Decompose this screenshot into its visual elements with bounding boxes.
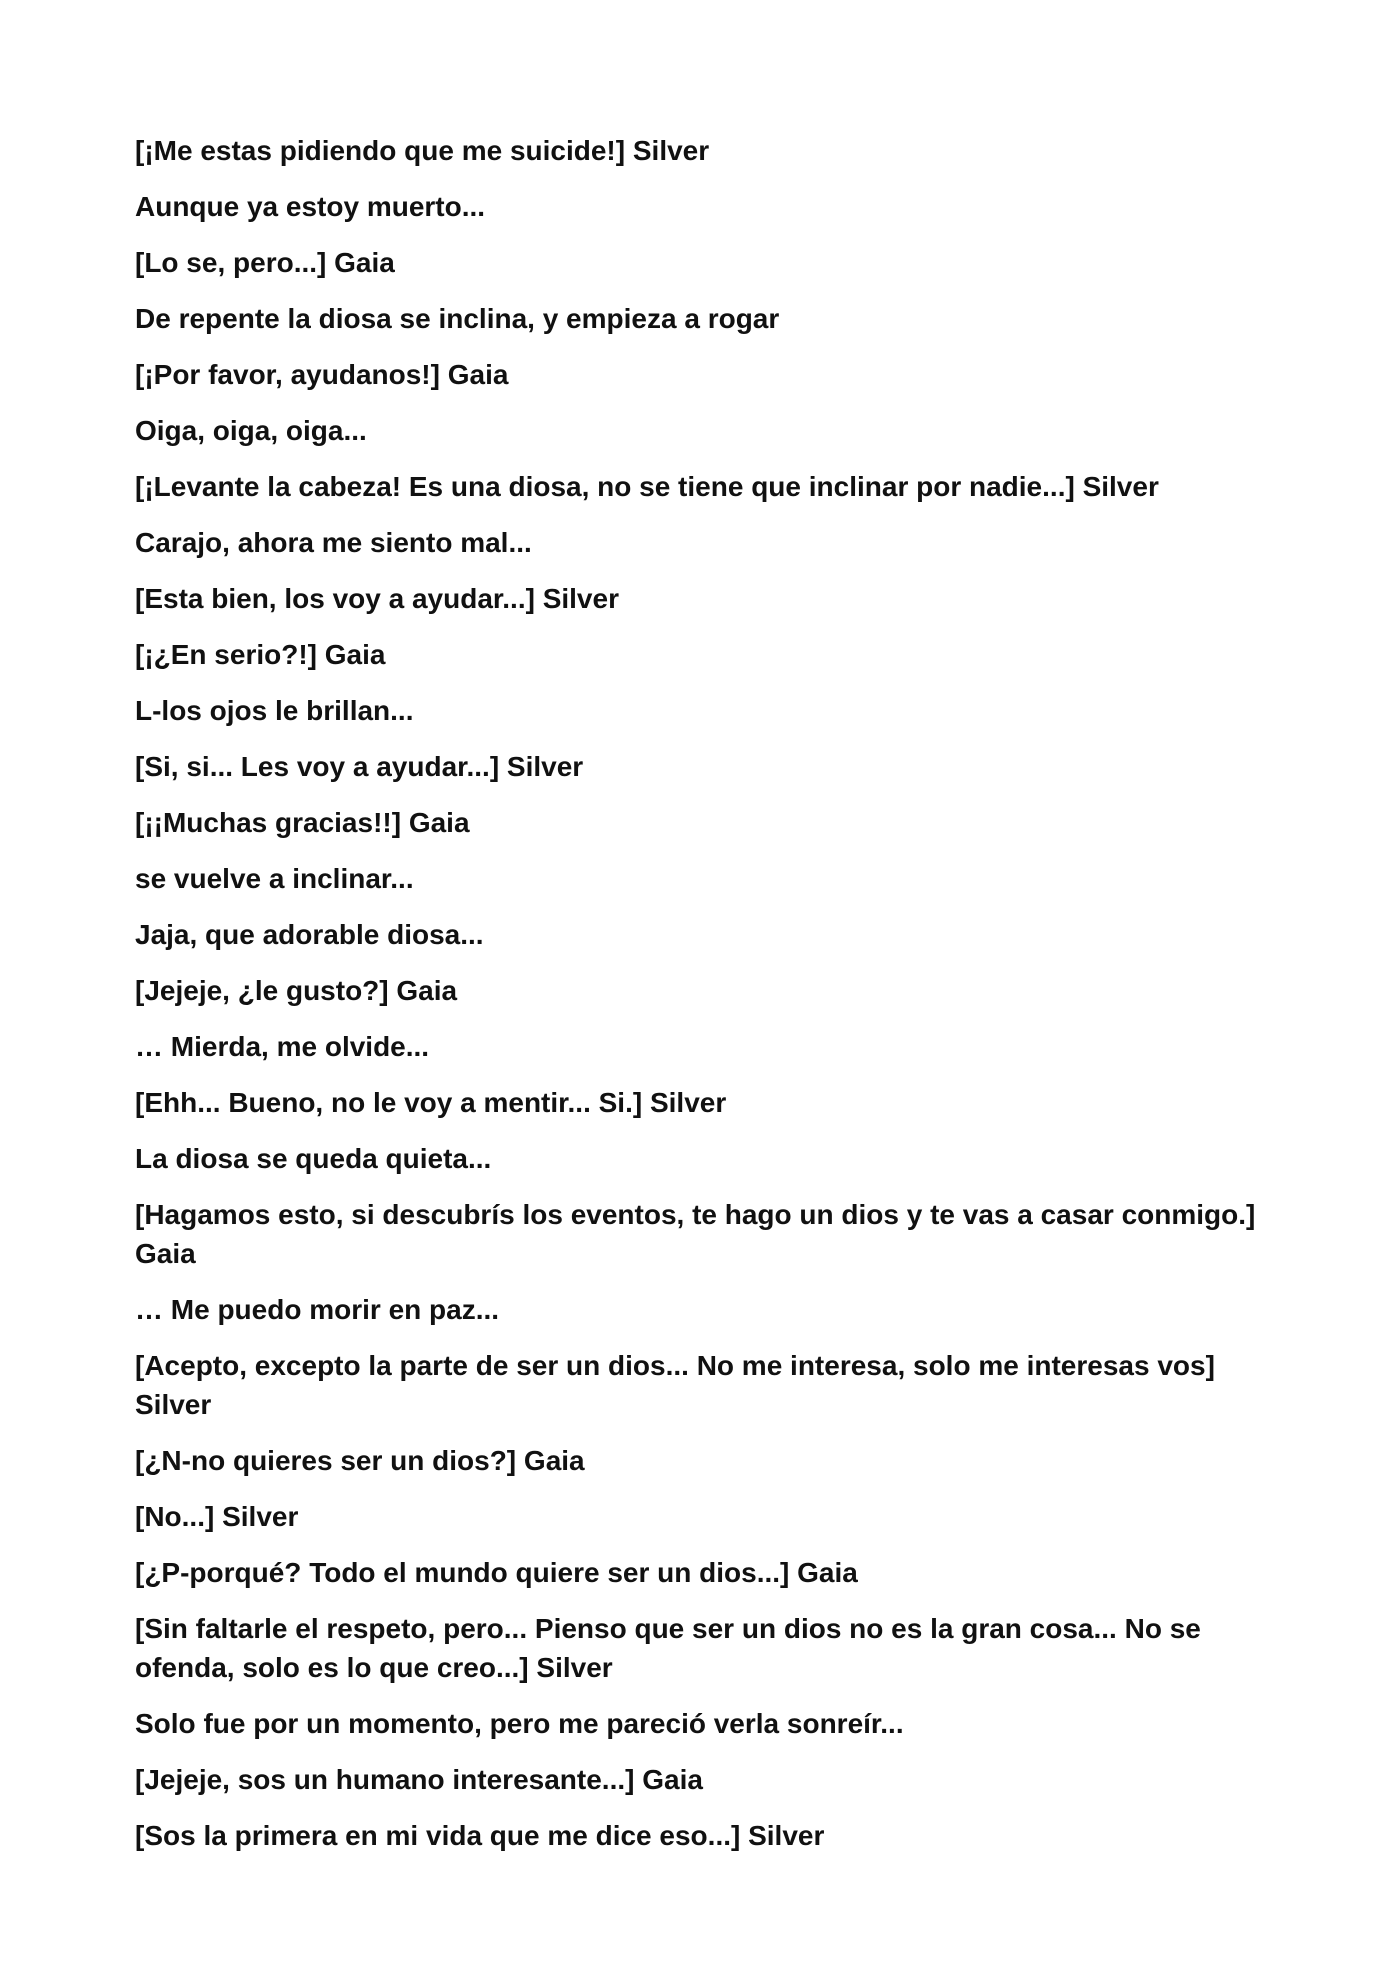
- text-line: Oiga, oiga, oiga...: [135, 415, 367, 446]
- text-line: Solo fue por un momento, pero me pareció verla sonreír...: [135, 1708, 904, 1739]
- text-line: [Jejeje, sos un humano interesante...] Gaia: [135, 1764, 703, 1795]
- text-line: [Jejeje, ¿le gusto?] Gaia: [135, 975, 458, 1006]
- text-line: Aunque ya estoy muerto...: [135, 191, 486, 222]
- text-line: [Esta bien, los voy a ayudar...] Silver: [135, 583, 619, 614]
- text-line: … Me puedo morir en paz...: [135, 1294, 500, 1325]
- text-line: [Sos la primera en mi vida que me dice eso...] Silver: [135, 1820, 825, 1851]
- text-line: [Ehh... Bueno, no le voy a mentir... Si.] Silver: [135, 1087, 727, 1118]
- text-line: [Hagamos esto, si descubrís los eventos, te hago un dios y te vas a casar conmigo.] Gaia: [135, 1199, 1256, 1269]
- text-line: [¡Levante la cabeza! Es una diosa, no se tiene que inclinar por nadie...] Silver: [135, 471, 1159, 502]
- text-line: De repente la diosa se inclina, y empieza a rogar: [135, 303, 780, 334]
- text-line: L-los ojos le brillan...: [135, 695, 414, 726]
- text-line: [Si, si... Les voy a ayudar...] Silver: [135, 751, 584, 782]
- text-line: Jaja, que adorable diosa...: [135, 919, 484, 950]
- text-line: [No...] Silver: [135, 1501, 299, 1532]
- text-line: [Sin faltarle el respeto, pero... Pienso que ser un dios no es la gran cosa... No se ofenda, solo es lo que creo...] Silver: [135, 1613, 1201, 1683]
- document-page: [135, 131, 1285, 1872]
- text-line: La diosa se queda quieta...: [135, 1143, 492, 1174]
- text-line: [Lo se, pero...] Gaia: [135, 247, 395, 278]
- text-line: se vuelve a inclinar...: [135, 863, 414, 894]
- text-line: [Acepto, excepto la parte de ser un dios... No me interesa, solo me interesas vos] Silver: [135, 1350, 1215, 1420]
- text-line: [¡¡Muchas gracias!!] Gaia: [135, 807, 470, 838]
- text-line: [¡¿En serio?!] Gaia: [135, 639, 386, 670]
- text-line: … Mierda, me olvide...: [135, 1031, 430, 1062]
- text-line: [¡Me estas pidiendo que me suicide!] Silver: [135, 135, 710, 166]
- text-line: [¿N-no quieres ser un dios?] Gaia: [135, 1445, 585, 1476]
- text-line: Carajo, ahora me siento mal...: [135, 527, 532, 558]
- text-line: [¡Por favor, ayudanos!] Gaia: [135, 359, 509, 390]
- text-line: [¿P-porqué? Todo el mundo quiere ser un dios...] Gaia: [135, 1557, 858, 1588]
